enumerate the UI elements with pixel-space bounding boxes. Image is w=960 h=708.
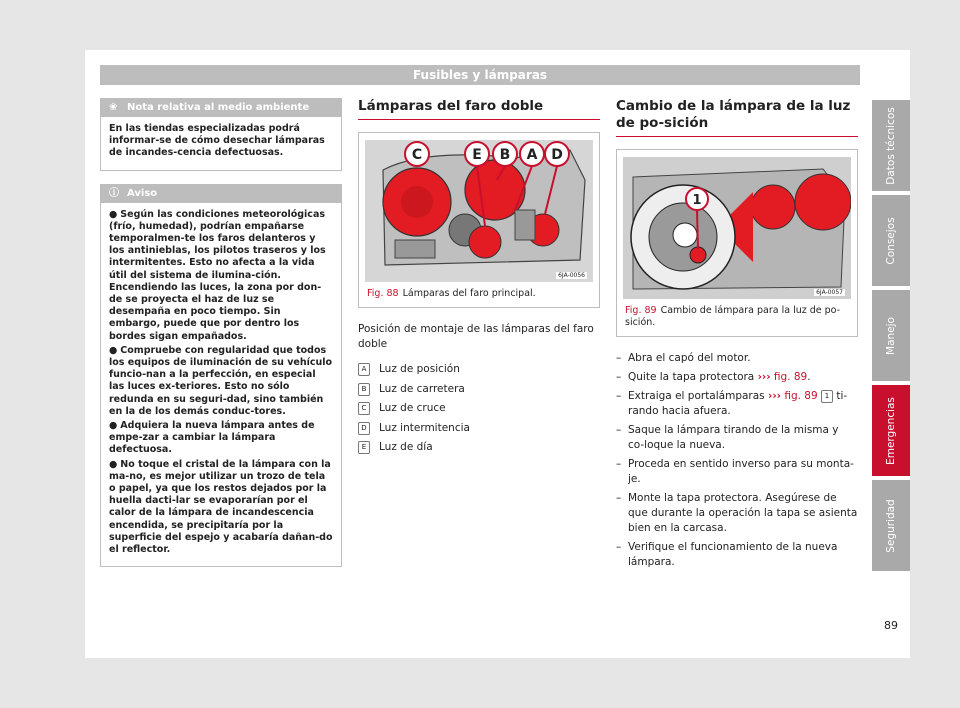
- step-item: – Abra el capó del motor.: [616, 352, 751, 364]
- figure-number: Fig. 89: [625, 305, 657, 316]
- page-number: 89: [884, 619, 898, 632]
- left-column: [100, 98, 342, 580]
- svg-text:B: B: [499, 147, 511, 163]
- svg-text:D: D: [551, 147, 563, 163]
- callout-e: [465, 142, 489, 166]
- figure-reference-link[interactable]: fig. 89: [784, 390, 818, 402]
- step-item: – Monte la tapa protectora. Asegúrese de que durante la operación la tapa se asienta bien en la carcasa.: [616, 492, 858, 534]
- legend-item: [358, 438, 600, 458]
- svg-text:1: 1: [692, 193, 702, 208]
- tab-emergencias[interactable]: Emergencias: [872, 385, 910, 476]
- figure-code: 6JA-0057: [816, 289, 843, 296]
- notice-bullet: ● Compruebe con regularidad que todos los equipos de iluminación de su vehículo funcio-nan a la perfección, en especial las luces ex-teriores. Esto no sólo redunda en su seguri-dad, sino también en la de los demás conduc-tores.: [109, 344, 333, 417]
- figure-caption-text: Cambio de lámpara para la luz de po-sición.: [625, 305, 841, 328]
- callout-1: [623, 157, 851, 299]
- svg-text:E: E: [472, 147, 482, 163]
- legend-letter: E: [358, 441, 370, 454]
- step-item: – Proceda en sentido inverso para su monta-je.: [616, 458, 854, 485]
- info-icon: ⓘ: [109, 187, 119, 199]
- legend-letter: D: [358, 422, 370, 435]
- position-lamp-illustration: [623, 157, 851, 299]
- notice-box: [100, 184, 342, 568]
- legend-item: [358, 399, 600, 419]
- legend-text: Luz de carretera: [379, 382, 465, 395]
- installation-intro: Posición de montaje de las lámparas del faro doble: [358, 323, 594, 350]
- notice-title: Aviso: [127, 187, 158, 199]
- leaf-icon: ❀: [109, 102, 118, 113]
- legend-letter: C: [358, 402, 370, 415]
- environment-note-title: Nota relativa al medio ambiente: [127, 102, 310, 113]
- callout-d: [545, 142, 569, 166]
- chapter-tabs: [872, 100, 910, 575]
- figure-caption-text: Lámparas del faro principal.: [402, 288, 536, 299]
- page-header: Fusibles y lámparas: [100, 65, 860, 85]
- tab-manejo[interactable]: Manejo: [872, 290, 910, 381]
- svg-text:A: A: [526, 147, 538, 163]
- step-item: – Verifique el funcionamiento de la nueva lámpara.: [616, 541, 838, 568]
- lamp-legend: [358, 360, 600, 458]
- tab-datos-tecnicos[interactable]: Datos técnicos: [872, 100, 910, 191]
- figure-caption: [359, 282, 599, 307]
- figure-caption: [617, 299, 857, 336]
- callout-number-badge: 1: [821, 390, 833, 403]
- legend-text: Luz de cruce: [379, 402, 446, 414]
- legend-item: [358, 419, 600, 439]
- figure-88: [358, 132, 600, 308]
- headlight-illustration: [365, 140, 593, 282]
- callout-a: [520, 142, 544, 166]
- figure-code: 6JA-0056: [558, 272, 585, 279]
- figure-number: Fig. 88: [367, 288, 399, 299]
- legend-item: [358, 360, 600, 380]
- callout-c: [405, 142, 429, 166]
- right-column: [616, 98, 858, 574]
- legend-letter: B: [358, 383, 370, 396]
- notice-bullet: ● No toque el cristal de la lámpara con la ma-no, es mejor utilizar un trozo de tela o papel, ya que los restos dejados por la huella dacti-lar se evaporarían por el calor de la lámpara de incandescencia encendida, se precipitaría por la superficie del espejo y acabaría dañan-do el reflector.: [109, 458, 333, 556]
- section-title-double-headlight: Lámparas del faro doble: [358, 98, 600, 120]
- reference-arrows: ›››: [768, 390, 781, 402]
- notice-bullet: ● Adquiera la nueva lámpara antes de empe-zar a cambiar la lámpara defectuosa.: [109, 420, 315, 456]
- legend-text: Luz de posición: [379, 363, 460, 375]
- section-title-position-lamp: Cambio de la lámpara de la luz de po-sición: [616, 98, 858, 137]
- step-list: [616, 351, 858, 570]
- notice-body: [101, 203, 341, 567]
- notice-bullet: ● Según las condiciones meteorológicas (frío, humedad), podrían empañarse temporalmen-te los faros delanteros y los antinieblas, los pilotos traseros y los intermitentes. Esto no afecta a la vida útil del sistema de ilumina-ción. Encendiendo las luces, la zona por don-de se proyecta el haz de luz se desempaña en poco tiempo. Sin embargo, puede que por dentro los bordes sigan empañados.: [109, 208, 326, 342]
- tab-consejos[interactable]: Consejos: [872, 195, 910, 286]
- svg-text:C: C: [411, 147, 423, 163]
- step-item: – Extraiga el portalámparas ››› fig. 89 1 ti-rando hacia afuera.: [616, 390, 848, 417]
- legend-text: Luz de día: [379, 441, 433, 453]
- middle-column: [358, 98, 600, 458]
- callout-b: [493, 142, 517, 166]
- environment-note-text: En las tiendas especializadas podrá informar-se de cómo desechar lámparas de incandes-cencia defectuosas.: [109, 123, 325, 159]
- environment-note-body: [101, 117, 341, 170]
- figure-reference-link[interactable]: fig. 89: [773, 371, 808, 383]
- legend-letter: A: [358, 363, 370, 376]
- step-item: – Saque la lámpara tirando de la misma y co-loque la nueva.: [616, 424, 839, 451]
- figure-89: [616, 149, 858, 337]
- reference-arrows: ›››: [757, 371, 771, 383]
- legend-text: Luz intermitencia: [379, 421, 470, 434]
- environment-note-header: [101, 99, 341, 117]
- environment-note: [100, 98, 342, 171]
- tab-seguridad[interactable]: Seguridad: [872, 480, 910, 571]
- legend-item: [358, 380, 600, 400]
- notice-header: [101, 185, 341, 203]
- callout-labels: [365, 140, 593, 282]
- step-item: – Quite la tapa protectora ››› fig. 89.: [616, 371, 811, 383]
